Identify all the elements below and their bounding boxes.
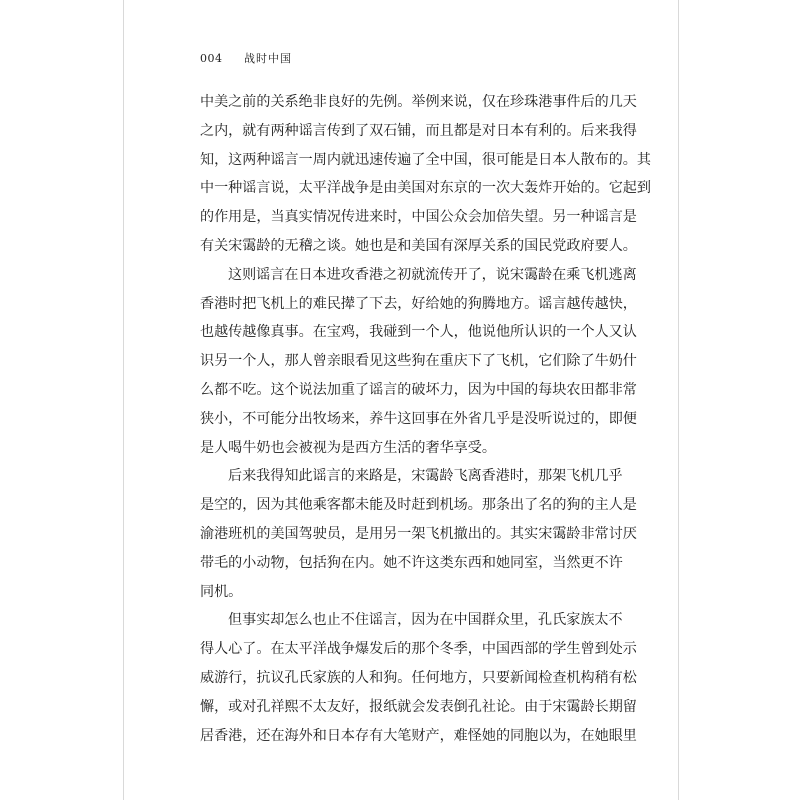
text-line: 带毛的小动物，包括狗在内。她不许这类东西和她同室，当然更不许 (200, 554, 623, 571)
running-head (200, 50, 292, 66)
text-line: 香港时把飞机上的难民撵了下去，好给她的狗腾地方。谣言越传越快， (200, 295, 637, 312)
text-line: 同机。 (200, 583, 243, 600)
text-line: 后来我得知此谣言的来路是，宋霭龄飞离香港时，那架飞机几乎 (228, 468, 623, 485)
text-line: 懈，或对孔祥熙不太友好，报纸就会发表倒孔社论。由于宋霭龄长期留 (200, 698, 637, 715)
text-line: 这则谣言在日本进攻香港之初就流传开了，说宋霭龄在乘飞机逃离 (228, 266, 637, 283)
text-line: 但事实却怎么也止不住谣言，因为在中国群众里，孔氏家族太不 (228, 612, 623, 629)
text-line: 之内，就有两种谣言传到了双石铺，而且都是对日本有利的。后来我得 (200, 122, 637, 139)
text-line: 也越传越像真事。在宝鸡，我碰到一个人，他说他所认识的一个人又认 (200, 324, 637, 341)
text-line: 居香港，还在海外和日本存有大笔财产，难怪她的同胞以为，在她眼里 (200, 727, 637, 744)
text-line: 狭小，不可能分出牧场来，养牛这回事在外省几乎是没听说过的，即便 (200, 410, 637, 427)
text-line: 知，这两种谣言一周内就迅速传遍了全中国，很可能是日本人散布的。其 (200, 151, 651, 168)
body-text (200, 88, 651, 750)
text-line: 识另一个人，那人曾亲眼看见这些狗在重庆下了飞机，它们除了牛奶什 (200, 353, 637, 370)
text-line: 有关宋霭龄的无稽之谈。她也是和美国有深厚关系的国民党政府要人。 (200, 237, 637, 254)
text-line: 么都不吃。这个说法加重了谣言的破坏力，因为中国的每块农田都非常 (200, 381, 637, 398)
text-line: 是人喝牛奶也会被视为是西方生活的奢华享受。 (200, 439, 496, 456)
text-line: 中美之前的关系绝非良好的先例。举例来说，仅在珍珠港事件后的几天 (200, 94, 637, 110)
text-line: 得人心了。在太平洋战争爆发后的那个冬季，中国西部的学生曾到处示 (200, 641, 637, 658)
page-number: 004 (200, 52, 223, 65)
text-line: 威游行，抗议孔氏家族的人和狗。任何地方，只要新闻检查机构稍有松 (200, 669, 637, 686)
running-title: 战时中国 (244, 52, 292, 65)
text-line: 的作用是，当真实情况传进来时，中国公众会加倍失望。另一种谣言是 (200, 209, 637, 226)
text-line: 渝港班机的美国驾驶员，是用另一架飞机撤出的。其实宋霭龄非常讨厌 (200, 525, 637, 542)
text-line: 中一种谣言说，太平洋战争是由美国对东京的一次大轰炸开始的。它起到 (200, 180, 651, 197)
text-line: 是空的，因为其他乘客都未能及时赶到机场。那条出了名的狗的主人是 (200, 497, 637, 514)
